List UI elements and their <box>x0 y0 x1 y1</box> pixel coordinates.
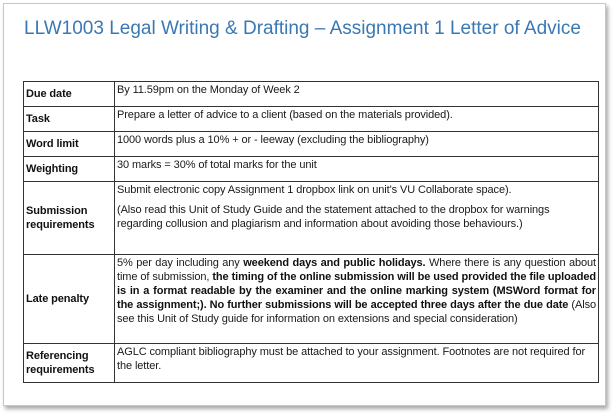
task-value: Prepare a letter of advice to a client (based on the materials provided). <box>115 107 599 132</box>
late-penalty-text-2: Where there is any question about time of submission, <box>117 257 597 283</box>
submission-instructions-text: Submit electronic copy Assignment 1 dropbox link on unit's VU Collaborate space). <box>117 184 512 196</box>
due-date-value: By 11.59pm on the Monday of Week 2 <box>115 82 599 107</box>
assignment-details-table <box>23 81 599 383</box>
document-title: LLW1003 Legal Writing & Drafting – Assignment 1 Letter of Advice <box>24 18 581 39</box>
task-label: Task <box>24 107 115 132</box>
table-row-task <box>24 107 599 132</box>
submission-requirements-label: Submission requirements <box>24 182 115 255</box>
table-row-submission-requirements <box>24 182 599 255</box>
word-limit-label: Word limit <box>24 132 115 157</box>
table-row-due-date <box>24 82 599 107</box>
late-penalty-bold-1: weekend days and public holidays. <box>243 257 426 269</box>
table-row-weighting <box>24 157 599 182</box>
referencing-requirements-value: AGLC compliant bibliography must be attached to your assignment. Footnotes are not required for the letter. <box>115 344 599 383</box>
late-penalty-bold-2: the timing of the online submission will be used provided the file uploaded is in a format readable by the examiner and the online marking system (MSWord format for the assignment;). No further submissions will be accepted three days after the due date <box>117 271 596 311</box>
table-row-word-limit <box>24 132 599 157</box>
table-row-late-penalty <box>24 255 599 344</box>
referencing-requirements-label: Referencing requirements <box>24 344 115 383</box>
due-date-label: Due date <box>24 82 115 107</box>
weighting-label: Weighting <box>24 157 115 182</box>
weighting-value: 30 marks = 30% of total marks for the unit <box>115 157 599 182</box>
document-frame <box>3 3 606 406</box>
late-penalty-label: Late penalty <box>24 255 115 344</box>
late-penalty-value <box>115 255 599 344</box>
table-row-referencing-requirements <box>24 344 599 383</box>
word-limit-value: 1000 words plus a 10% + or - leeway (excluding the bibliography) <box>115 132 599 157</box>
submission-requirements-value <box>115 182 599 255</box>
late-penalty-text-1: 5% per day including any <box>117 257 244 269</box>
late-penalty-text-3: (Also see this Unit of Study guide for information on extensions and special consideration) <box>117 299 596 325</box>
submission-warning-text: (Also read this Unit of Study Guide and the statement attached to the dropbox for warnings regarding collusion and plagiarism and information about avoiding those behaviours.) <box>117 204 550 230</box>
